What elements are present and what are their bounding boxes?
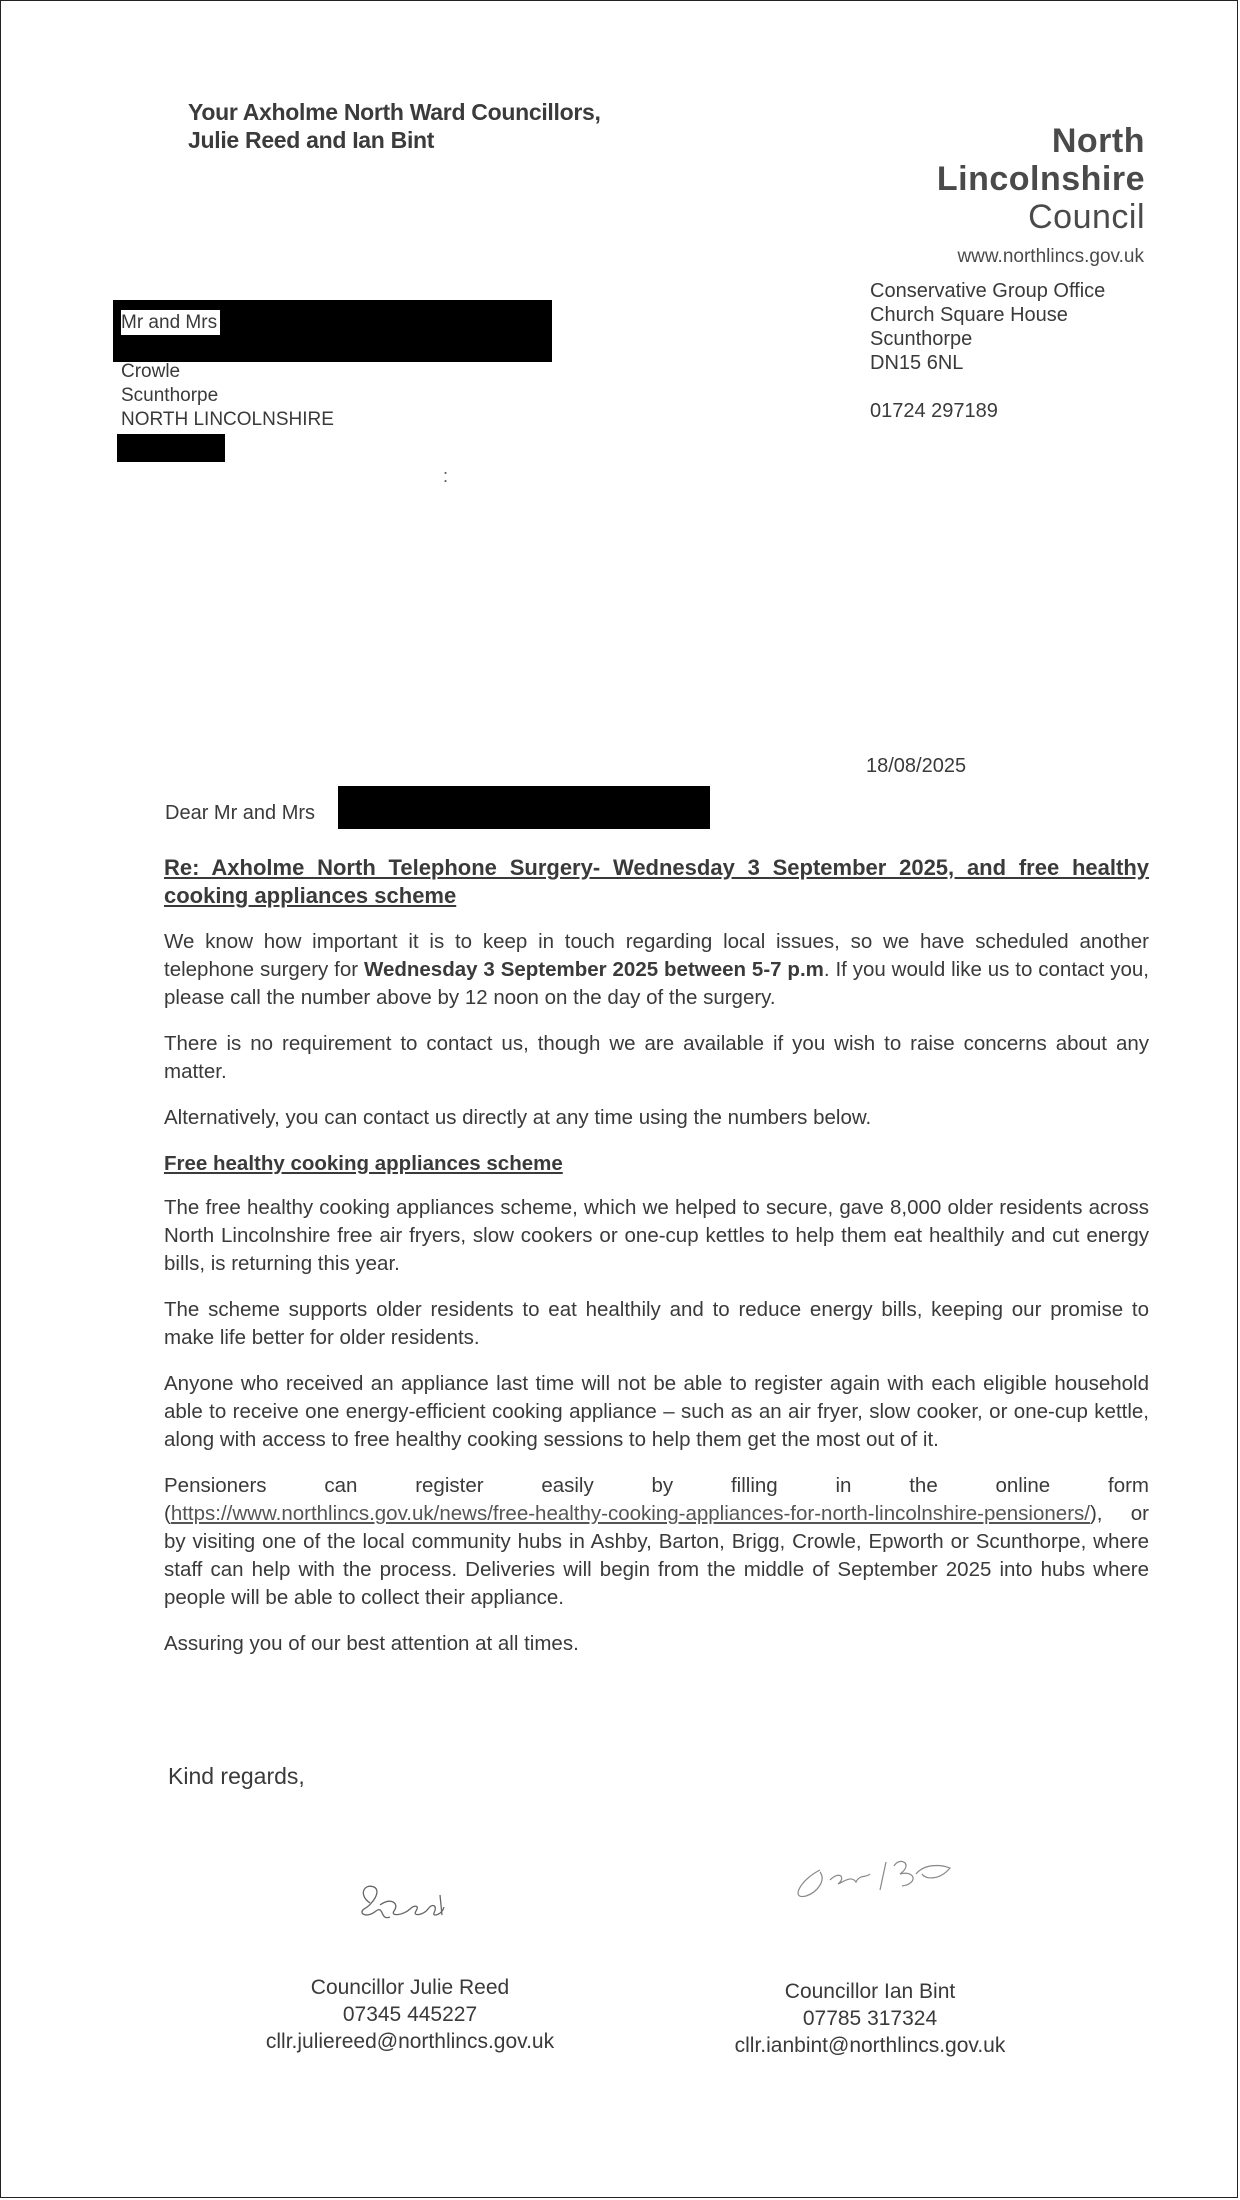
paragraph-scheme-support: The scheme supports older residents to eat healthily and to reduce energy bills, keeping our promise to make life better for older residents. [164,1298,1149,1349]
word: Pensioners [164,1474,267,1497]
paragraph-eligibility: Anyone who received an appliance last time will not be able to register again with each eligible household able to receive one energy-efficient cooking appliance – such as an air fryer, slow cooker, or one-cup kettle, along with access to free healthy cooking sessions to help them get the most out of it. [164,1372,1149,1451]
letter-date: 18/08/2025 [866,755,967,777]
signatory-name: Councillor Julie Reed [310,1976,510,1999]
signatory-phone: 07785 317324 [802,2007,938,2030]
office-line: DN15 6NL [870,352,964,374]
registration-link[interactable]: https://www.northlincs.gov.uk/news/free-healthy-cooking-appliances-for-north-lincolnshire-pensioners/ [170,1502,1090,1525]
signatory-phone: 07345 445227 [342,2003,478,2026]
closing: Kind regards, [168,1763,305,1789]
section-heading: Free healthy cooking appliances scheme [164,1152,563,1175]
recipient-county: NORTH LINCOLNSHIRE [121,409,334,430]
redaction-postcode [117,434,225,462]
office-line: Conservative Group Office [870,280,1106,302]
word: by [651,1474,674,1497]
word: register [415,1474,484,1497]
logo-line-north: North [1051,122,1145,160]
logo-line-lincolnshire: Lincolnshire [936,160,1145,198]
recipient-city: Scunthorpe [121,385,219,406]
recipient-address [121,360,334,432]
signature-ian-bint [790,1850,970,1910]
redaction-greeting-name [338,786,710,829]
logo-url: www.northlincs.gov.uk [957,246,1144,267]
paragraph-surgery [164,928,1149,1012]
paragraph-no-requirement: There is no requirement to contact us, though we are available if you wish to raise concerns about any matter. [164,1032,1149,1083]
paren: ( [164,1502,171,1525]
office-line: Scunthorpe [870,328,973,350]
councillors-heading-line2: Julie Reed and Ian Bint [188,127,435,153]
signatory-email[interactable]: cllr.ianbint@northlincs.gov.uk [734,2034,1006,2057]
greeting [165,802,315,825]
paragraph-text: We know how important it is to keep in touch regarding local issues, so we have scheduled another telephone surgery for [164,930,1149,981]
recipient-name-prefix: Mr and Mrs [121,310,220,335]
registration-first-line [164,1472,1149,1500]
paragraph-text: ), or by visiting one of the local community hubs in Ashby, Barton, Brigg, Crowle, Epworth or Scunthorpe, where staff can help with the process. Deliveries will begin from the middle of September 2025 into hubs where people will be able to collect their appliance. [164,1502,1149,1609]
signatory-name: Councillor Ian Bint [784,1980,956,2003]
registration-rest [164,1500,1149,1612]
word: filling [730,1474,778,1497]
word: the [909,1474,938,1497]
paragraph-registration [164,1472,1149,1612]
council-logo [937,122,1145,236]
councillors-heading [188,98,601,154]
greeting-text: Dear Mr and Mrs [165,802,316,824]
letter-subject: Re: Axholme North Telephone Surgery- Wednesday 3 September 2025, and free healthy cooking appliances scheme [164,855,1149,908]
office-address [870,279,1105,423]
word: form [1108,1474,1149,1497]
paragraph-text: . If you would like us to contact you, please call the number above by 12 noon on the day of the surgery. [164,958,1149,1009]
paragraph-alternatively: Alternatively, you can contact us directly at any time using the numbers below. [164,1106,872,1129]
scan-mark: : [443,466,449,486]
letter-body [164,854,1149,1676]
word: online [995,1474,1051,1497]
signatory-email[interactable]: cllr.juliereed@northlincs.gov.uk [265,2030,555,2053]
signatory-julie-reed [240,1974,580,2055]
paragraph-assurance: Assuring you of our best attention at all times. [164,1632,579,1655]
councillors-heading-line1: Your Axholme North Ward Councillors, [188,99,601,125]
logo-line-council: Council [1028,198,1145,236]
signatory-ian-bint [700,1978,1040,2059]
word: easily [541,1474,594,1497]
recipient-town: Crowle [121,361,181,382]
signature-julie-reed [350,1875,460,1935]
paragraph-scheme-intro: The free healthy cooking appliances scheme, which we helped to secure, gave 8,000 older residents across North Lincolnshire free air fryers, slow cookers or one-cup kettles to help them eat healthily and cut energy bills, is returning this year. [164,1196,1149,1275]
office-line: Church Square House [870,304,1068,326]
surgery-datetime: Wednesday 3 September 2025 between 5-7 p.m [363,958,824,981]
word: can [324,1474,358,1497]
office-phone: 01724 297189 [870,400,998,422]
word: in [835,1474,852,1497]
